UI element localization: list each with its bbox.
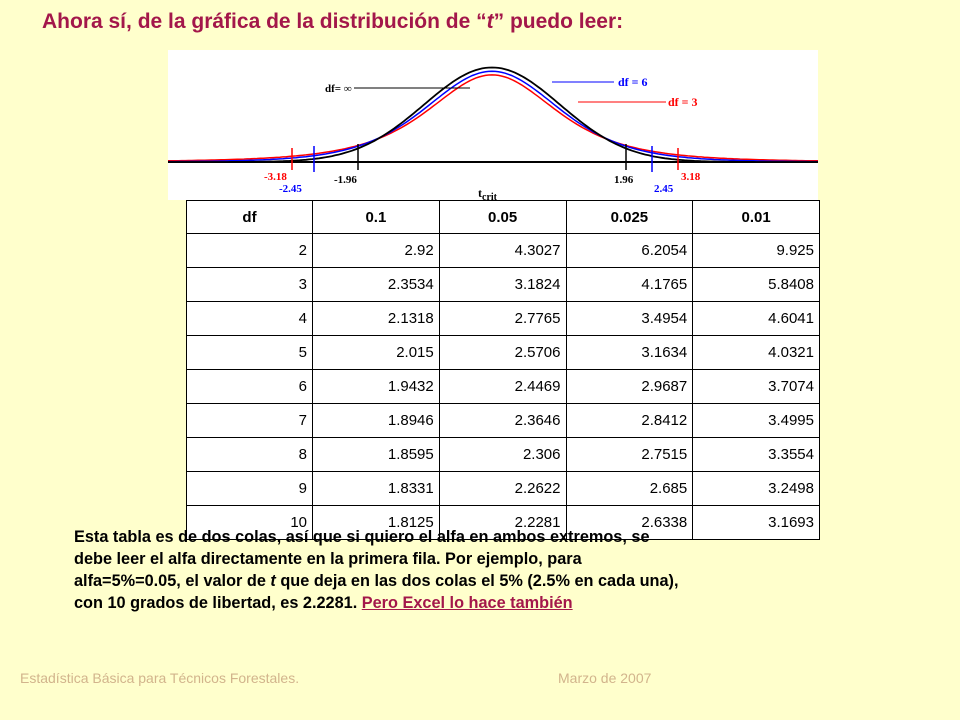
tick-label-196: 1.96 xyxy=(614,174,634,186)
header-alpha-001: 0.01 xyxy=(693,201,820,234)
table-row xyxy=(187,472,820,506)
table-row xyxy=(187,234,820,268)
header-alpha-005: 0.05 xyxy=(439,201,566,234)
table-cell: 2.015 xyxy=(313,336,440,370)
table-cell: 1.8946 xyxy=(313,404,440,438)
table-cell: 3.7074 xyxy=(693,370,820,404)
table-cell: 6 xyxy=(187,370,313,404)
table-cell: 1.8125 xyxy=(313,506,440,540)
table-cell: 2.7765 xyxy=(439,302,566,336)
table-cell: 2.92 xyxy=(313,234,440,268)
t-distribution-chart xyxy=(168,50,818,200)
title-after: ” puedo leer: xyxy=(493,10,624,33)
table-row xyxy=(187,404,820,438)
t-critical-values-table xyxy=(186,200,820,540)
table-cell: 10 xyxy=(187,506,313,540)
table-cell: 1.9432 xyxy=(313,370,440,404)
table-row xyxy=(187,336,820,370)
title-before: Ahora sí, de la gráfica de la distribución de “ xyxy=(42,10,487,33)
table-cell: 2.685 xyxy=(566,472,693,506)
table-cell: 6.2054 xyxy=(566,234,693,268)
table-cell: 7 xyxy=(187,404,313,438)
table-cell: 5 xyxy=(187,336,313,370)
table-cell: 2.2622 xyxy=(439,472,566,506)
axis-label-crit: crit xyxy=(482,192,497,200)
table-cell: 5.8408 xyxy=(693,268,820,302)
curve-df6 xyxy=(168,71,818,161)
explanation-variable: t xyxy=(270,572,276,590)
table-cell: 3.1824 xyxy=(439,268,566,302)
axis-label-t: t xyxy=(478,186,482,200)
table-cell: 2 xyxy=(187,234,313,268)
table-cell: 4.3027 xyxy=(439,234,566,268)
table-cell: 3.1634 xyxy=(566,336,693,370)
table-cell: 3.1693 xyxy=(693,506,820,540)
table-cell: 3.3554 xyxy=(693,438,820,472)
table-cell: 3 xyxy=(187,268,313,302)
explanation-line3-before: alfa=5%=0.05, el valor de xyxy=(74,572,271,590)
explanation-line4: con 10 grados de libertad, es 2.2281. xyxy=(74,594,362,612)
tick-label-neg245: -2.45 xyxy=(279,183,302,195)
footer-date: Marzo de 2007 xyxy=(558,670,652,686)
table-cell: 2.4469 xyxy=(439,370,566,404)
label-df6: df = 6 xyxy=(618,75,648,89)
table-cell: 3.4995 xyxy=(693,404,820,438)
table-cell: 2.5706 xyxy=(439,336,566,370)
table-cell: 2.3534 xyxy=(313,268,440,302)
table-header-row xyxy=(187,201,820,234)
page-title xyxy=(42,10,623,34)
table-cell: 2.1318 xyxy=(313,302,440,336)
label-df-inf: df= ∞ xyxy=(325,83,352,95)
table-cell: 2.9687 xyxy=(566,370,693,404)
table-cell: 2.8412 xyxy=(566,404,693,438)
table-cell: 1.8331 xyxy=(313,472,440,506)
table-cell: 3.4954 xyxy=(566,302,693,336)
table-cell: 2.3646 xyxy=(439,404,566,438)
axis-label-tcrit xyxy=(478,186,498,200)
label-df3: df = 3 xyxy=(668,95,698,109)
excel-link[interactable]: Pero Excel lo hace también xyxy=(361,594,573,612)
table-cell: 2.2281 xyxy=(439,506,566,540)
table-cell: 9 xyxy=(187,472,313,506)
header-alpha-01: 0.1 xyxy=(313,201,440,234)
table-cell: 3.2498 xyxy=(693,472,820,506)
table-cell: 4.6041 xyxy=(693,302,820,336)
curve-df3 xyxy=(168,75,818,161)
explanation-line2: debe leer el alfa directamente en la primera fila. Por ejemplo, para xyxy=(74,550,582,568)
table-row xyxy=(187,370,820,404)
title-variable: t xyxy=(486,10,494,33)
tick-label-245: 2.45 xyxy=(654,183,674,195)
header-df: df xyxy=(187,201,313,234)
table-cell: 1.8595 xyxy=(313,438,440,472)
table-cell: 2.6338 xyxy=(566,506,693,540)
header-alpha-0025: 0.025 xyxy=(566,201,693,234)
table-row xyxy=(187,268,820,302)
table-cell: 4.0321 xyxy=(693,336,820,370)
table-cell: 2.7515 xyxy=(566,438,693,472)
explanation-line1: Esta tabla es de dos colas, así que si quiero el alfa en ambos extremos, se xyxy=(74,528,650,546)
explanation-text xyxy=(74,526,894,614)
tick-label-318: 3.18 xyxy=(681,171,701,183)
t-distribution-svg xyxy=(168,50,818,200)
table-cell: 4 xyxy=(187,302,313,336)
tick-label-neg196: -1.96 xyxy=(334,174,357,186)
footer-course: Estadística Básica para Técnicos Forestales. xyxy=(20,670,300,686)
table-cell: 8 xyxy=(187,438,313,472)
curve-normal xyxy=(168,68,818,163)
table-cell: 9.925 xyxy=(693,234,820,268)
table-row xyxy=(187,302,820,336)
table-cell: 4.1765 xyxy=(566,268,693,302)
table-cell: 2.306 xyxy=(439,438,566,472)
table-row xyxy=(187,438,820,472)
tick-label-neg318: -3.18 xyxy=(264,171,287,183)
explanation-line3-after: que deja en las dos colas el 5% (2.5% en cada una), xyxy=(275,572,679,590)
